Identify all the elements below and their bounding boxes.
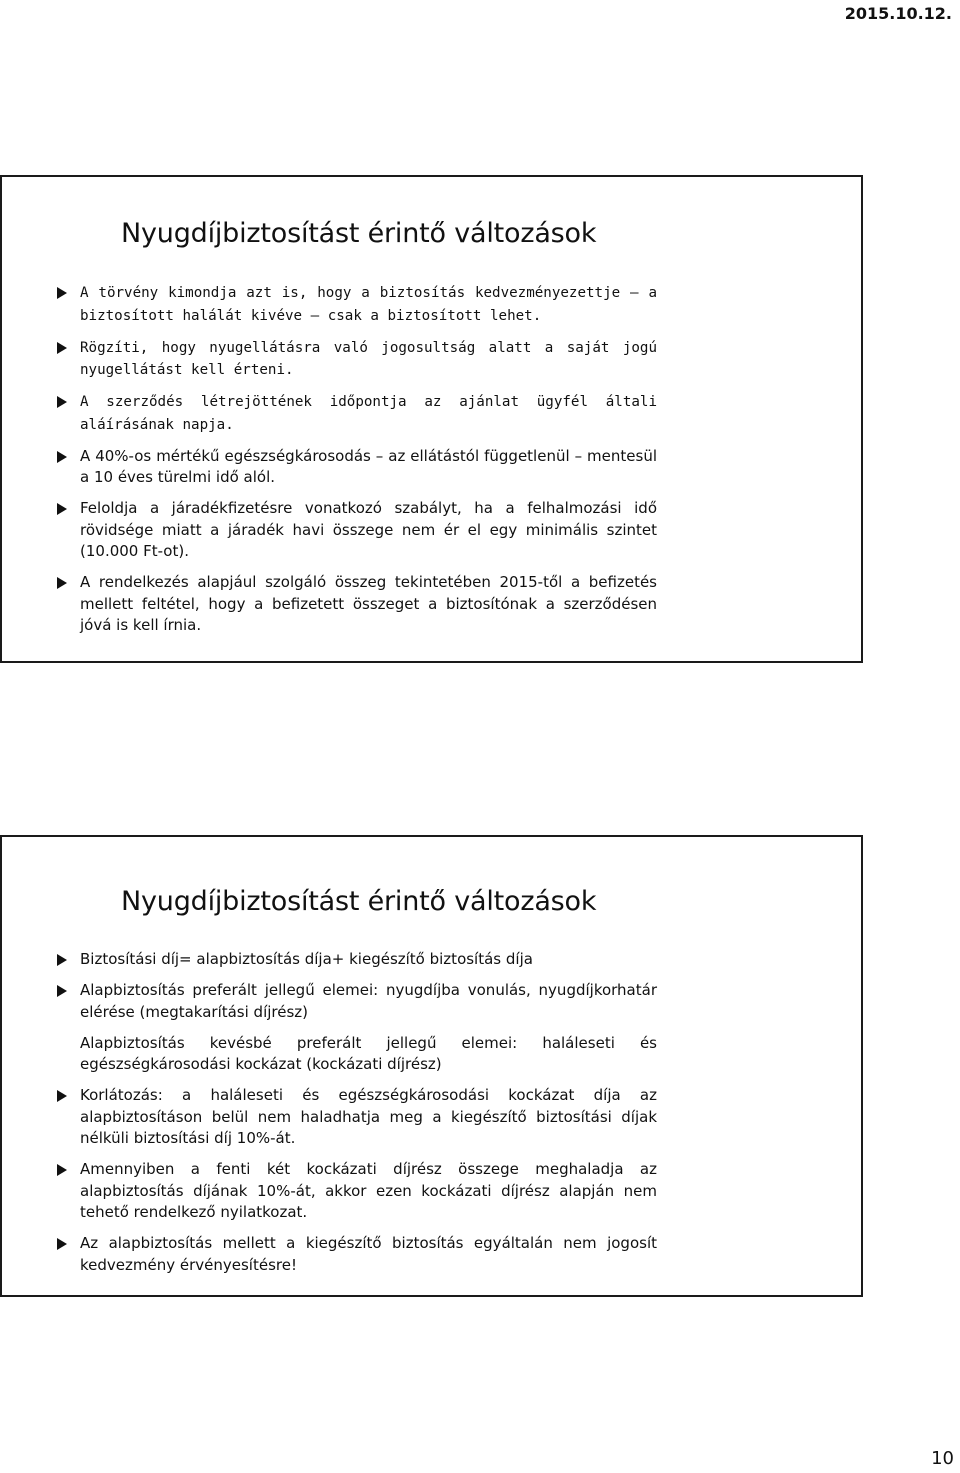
slide-title: Nyugdíjbiztosítást érintő változások [121,886,597,917]
triangle-right-icon [57,451,67,463]
bullet-list [57,282,657,646]
bullet-text: A szerződés létrejöttének időpontja az ajánlat ügyfél általi aláírásának napja. [80,394,657,433]
bullet-item [57,1159,657,1224]
bullet-text: A törvény kimondja azt is, hogy a biztosítás kedvezményezettje – a biztosított halálát kivéve – csak a biztosított lehet. [80,285,657,324]
bullet-item [57,498,657,563]
triangle-right-icon [57,985,67,997]
bullet-item [57,1233,657,1276]
bullet-text: Alapbiztosítás preferált jellegű elemei: nyugdíjba vonulás, nyugdíjkorhatár elérése (megtakarítási díjrész) [80,981,657,1021]
triangle-right-icon [57,287,67,299]
bullet-item [57,446,657,489]
triangle-right-icon [57,396,67,408]
bullet-text: Alapbiztosítás kevésbé preferált jellegű elemei: haláleseti és egészségkárosodási kockázat (kockázati díjrész) [80,1033,657,1073]
triangle-right-icon [57,1090,67,1102]
bullet-text: A 40%-os mértékű egészségkárosodás – az ellátástól függetlenül – mentesül a 10 éves türelmi idő alól. [80,446,657,486]
page-number: 10 [931,1448,954,1469]
bullet-item [57,980,657,1023]
triangle-right-icon [57,1238,67,1250]
bullet-item [57,391,657,436]
slide-title: Nyugdíjbiztosítást érintő változások [121,218,597,249]
bullet-text: Korlátozás: a haláleseti és egészségkárosodási kockázat díja az alapbiztosításon belül nem haladhatja meg a kiegészítő biztosítási díjak nélküli biztosítási díj 10%-át. [80,1086,657,1147]
triangle-right-icon [57,342,67,354]
bullet-item [57,1085,657,1150]
bullet-item [57,337,657,382]
slide-1 [0,175,863,663]
bullet-text: A rendelkezés alapjául szolgáló összeg tekintetében 2015-től a befizetés mellett feltétel, hogy a befizetett összeget a biztosítónak a szerződésen jóvá is kell írnia. [80,573,657,634]
bullet-item [57,1033,657,1076]
bullet-item [57,282,657,327]
triangle-right-icon [57,503,67,515]
triangle-right-icon [57,1164,67,1176]
page-date: 2015.10.12. [844,4,952,23]
bullet-text: Biztosítási díj= alapbiztosítás díja+ kiegészítő biztosítás díja [80,950,533,968]
bullet-text: Feloldja a járadékfizetésre vonatkozó szabályt, ha a felhalmozási idő rövidsége miatt a járadék havi összege nem ér el egy minimális szintet (10.000 Ft-ot). [80,499,657,560]
bullet-text: Rögzíti, hogy nyugellátásra való jogosultság alatt a saját jogú nyugellátást kell érteni. [80,339,657,378]
triangle-right-icon [57,577,67,589]
bullet-item [57,949,657,971]
triangle-right-icon [57,954,67,966]
bullet-list [57,949,657,1286]
bullet-text: Amennyiben a fenti két kockázati díjrész összege meghaladja az alapbiztosítás díjának 10%-át, akkor ezen kockázati díjrész alapján nem tehető rendelkező nyilatkozat. [80,1160,657,1221]
bullet-text: Az alapbiztosítás mellett a kiegészítő biztosítás egyáltalán nem jogosít kedvezmény érvényesítésre! [80,1234,657,1274]
bullet-item [57,572,657,637]
slide-2 [0,835,863,1297]
